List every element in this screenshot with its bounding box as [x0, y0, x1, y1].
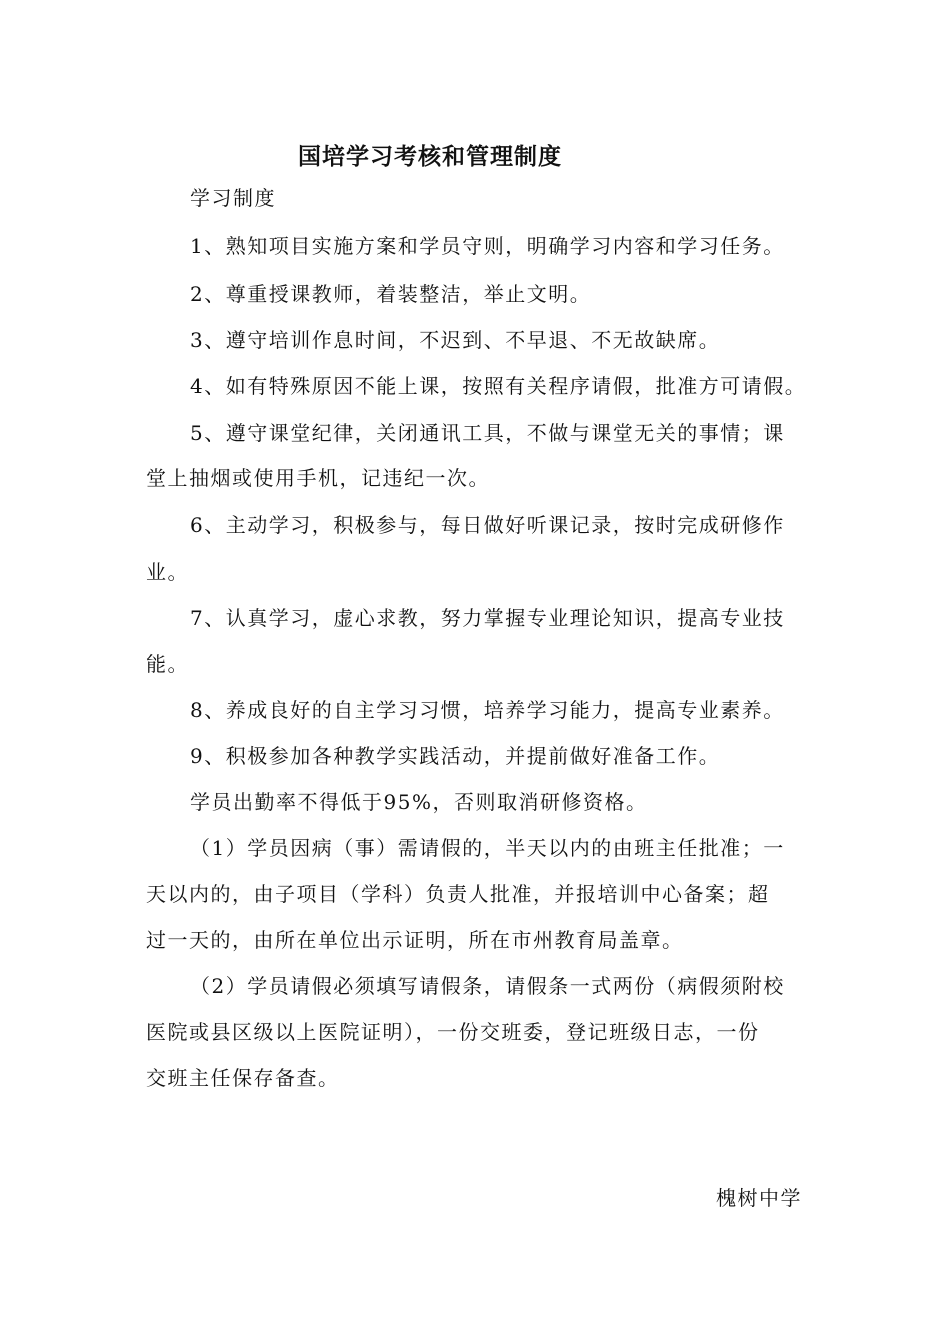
rule-7-line-1: 7、认真学习，虚心求教，努力掌握专业理论知识，提高专业技: [190, 606, 785, 630]
rule-6-line-2: 业。: [146, 560, 189, 584]
leave-rule-1-line-1: （1）学员因病（事）需请假的，半天以内的由班主任批准；一: [190, 836, 785, 860]
leave-rule-2-line-3: 交班主任保存备查。: [146, 1066, 340, 1090]
document-title: 国培学习考核和管理制度: [298, 143, 562, 170]
rule-8: 8、养成良好的自主学习习惯，培养学习能力，提高专业素养。: [190, 698, 785, 722]
attendance-rule: 学员出勤率不得低于95%，否则取消研修资格。: [190, 790, 648, 814]
section-heading: 学习制度: [190, 186, 276, 210]
leave-rule-2-line-2: 医院或县区级以上医院证明），一份交班委，登记班级日志，一份: [146, 1020, 760, 1044]
leave-rule-2-line-1: （2）学员请假必须填写请假条，请假条一式两份（病假须附校: [190, 974, 785, 998]
signature-school: 槐树中学: [716, 1186, 802, 1210]
rule-5-line-2: 堂上抽烟或使用手机，记违纪一次。: [146, 466, 490, 490]
rule-1: 1、熟知项目实施方案和学员守则，明确学习内容和学习任务。: [190, 234, 785, 258]
leave-rule-1-line-3: 过一天的，由所在单位出示证明，所在市州教育局盖章。: [146, 928, 684, 952]
rule-5-line-1: 5、遵守课堂纪律，关闭通讯工具，不做与课堂无关的事情；课: [190, 421, 785, 445]
rule-2: 2、尊重授课教师，着装整洁，举止文明。: [190, 282, 592, 306]
rule-6-line-1: 6、主动学习，积极参与，每日做好听课记录，按时完成研修作: [190, 513, 785, 537]
rule-3: 3、遵守培训作息时间，不迟到、不早退、不无故缺席。: [190, 328, 721, 352]
rule-7-line-2: 能。: [146, 652, 189, 676]
leave-rule-1-line-2: 天以内的，由子项目（学科）负责人批准，并报培训中心备案；超: [146, 882, 770, 906]
rule-4: 4、如有特殊原因不能上课，按照有关程序请假，批准方可请假。: [190, 374, 807, 398]
rule-9: 9、积极参加各种教学实践活动，并提前做好准备工作。: [190, 744, 721, 768]
